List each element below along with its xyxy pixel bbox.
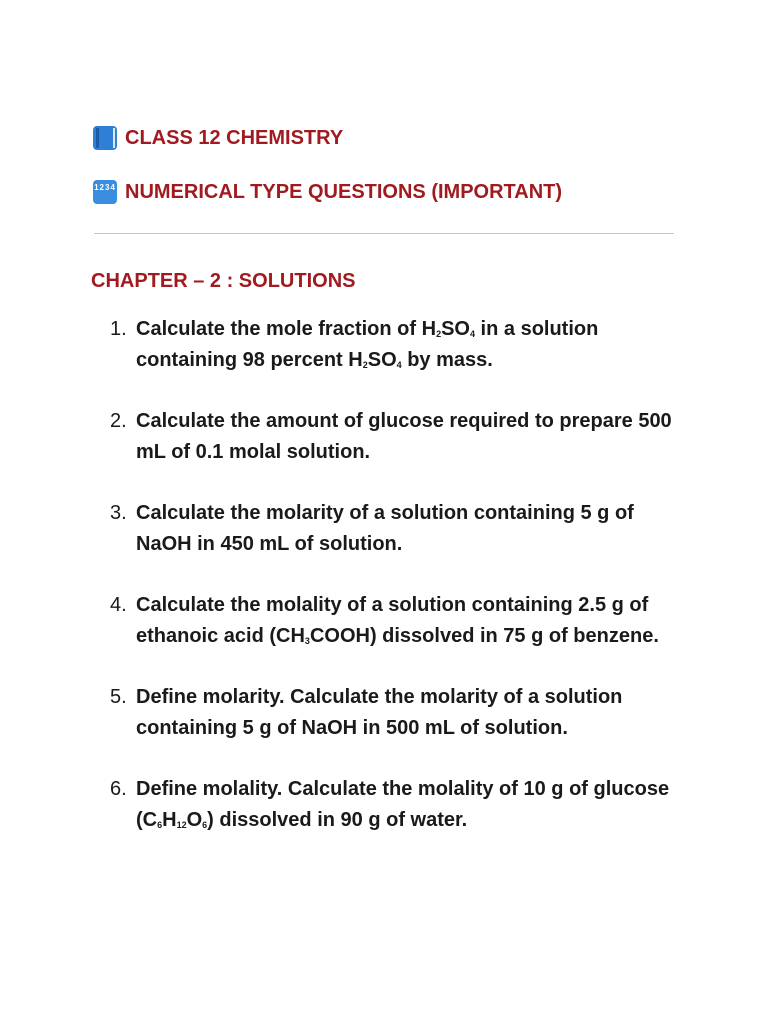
chemical-subscript: 2: [436, 329, 442, 339]
question-text: Calculate the mole fraction of $H_2SO_4$ in a solution containing 98 percent $H_2SO_4$ by mass.: [136, 318, 599, 371]
question-text: Define molality. Calculate the molality of 10 g of glucose $(C_6H_{12}O_6)$ dissolved in 90 g of water.: [136, 778, 670, 831]
question-item: [104, 406, 684, 468]
document-subtitle: [93, 180, 562, 204]
question-item: [104, 498, 684, 560]
chemical-subscript: 4: [469, 329, 475, 339]
document-title: [93, 126, 343, 150]
question-text: Calculate the amount of glucose required to prepare 500 mL of 0.1 molal solution.: [136, 410, 672, 463]
chemical-subscript: 3: [304, 636, 310, 646]
horizontal-divider: [94, 233, 674, 234]
question-number: 1.: [110, 318, 127, 340]
document-title-text: CLASS 12 CHEMISTRY: [125, 126, 344, 149]
chemical-subscript: 6: [157, 820, 163, 830]
input-numbers-icon: 1234: [93, 180, 117, 204]
question-list: [104, 314, 684, 866]
question-item: [104, 682, 684, 744]
chemical-subscript: 12: [176, 820, 187, 830]
question-item: [104, 314, 684, 376]
question-number: 2.: [110, 410, 127, 432]
question-item: [104, 774, 684, 836]
question-text: Calculate the molality of a solution containing 2.5 g of ethanoic acid $(CH_3COOH)$ dissolved in 75 g of benzene.: [136, 594, 659, 647]
chemical-subscript: 4: [396, 360, 402, 370]
question-number: 3.: [110, 502, 127, 524]
question-number: 4.: [110, 594, 127, 616]
question-number: 6.: [110, 778, 127, 800]
chemical-subscript: 6: [202, 820, 208, 830]
blue-book-icon: [93, 126, 117, 150]
chemical-subscript: 2: [362, 360, 368, 370]
question-text: Define molarity. Calculate the molarity of a solution containing 5 g of NaOH in 500 mL of solution.: [136, 686, 623, 739]
document-subtitle-text: NUMERICAL TYPE QUESTIONS (IMPORTANT): [125, 180, 563, 203]
question-text: Calculate the molarity of a solution containing 5 g of NaOH in 450 mL of solution.: [136, 502, 634, 555]
chapter-heading: CHAPTER – 2 : SOLUTIONS: [91, 270, 356, 292]
question-number: 5.: [110, 686, 127, 708]
question-item: [104, 590, 684, 652]
